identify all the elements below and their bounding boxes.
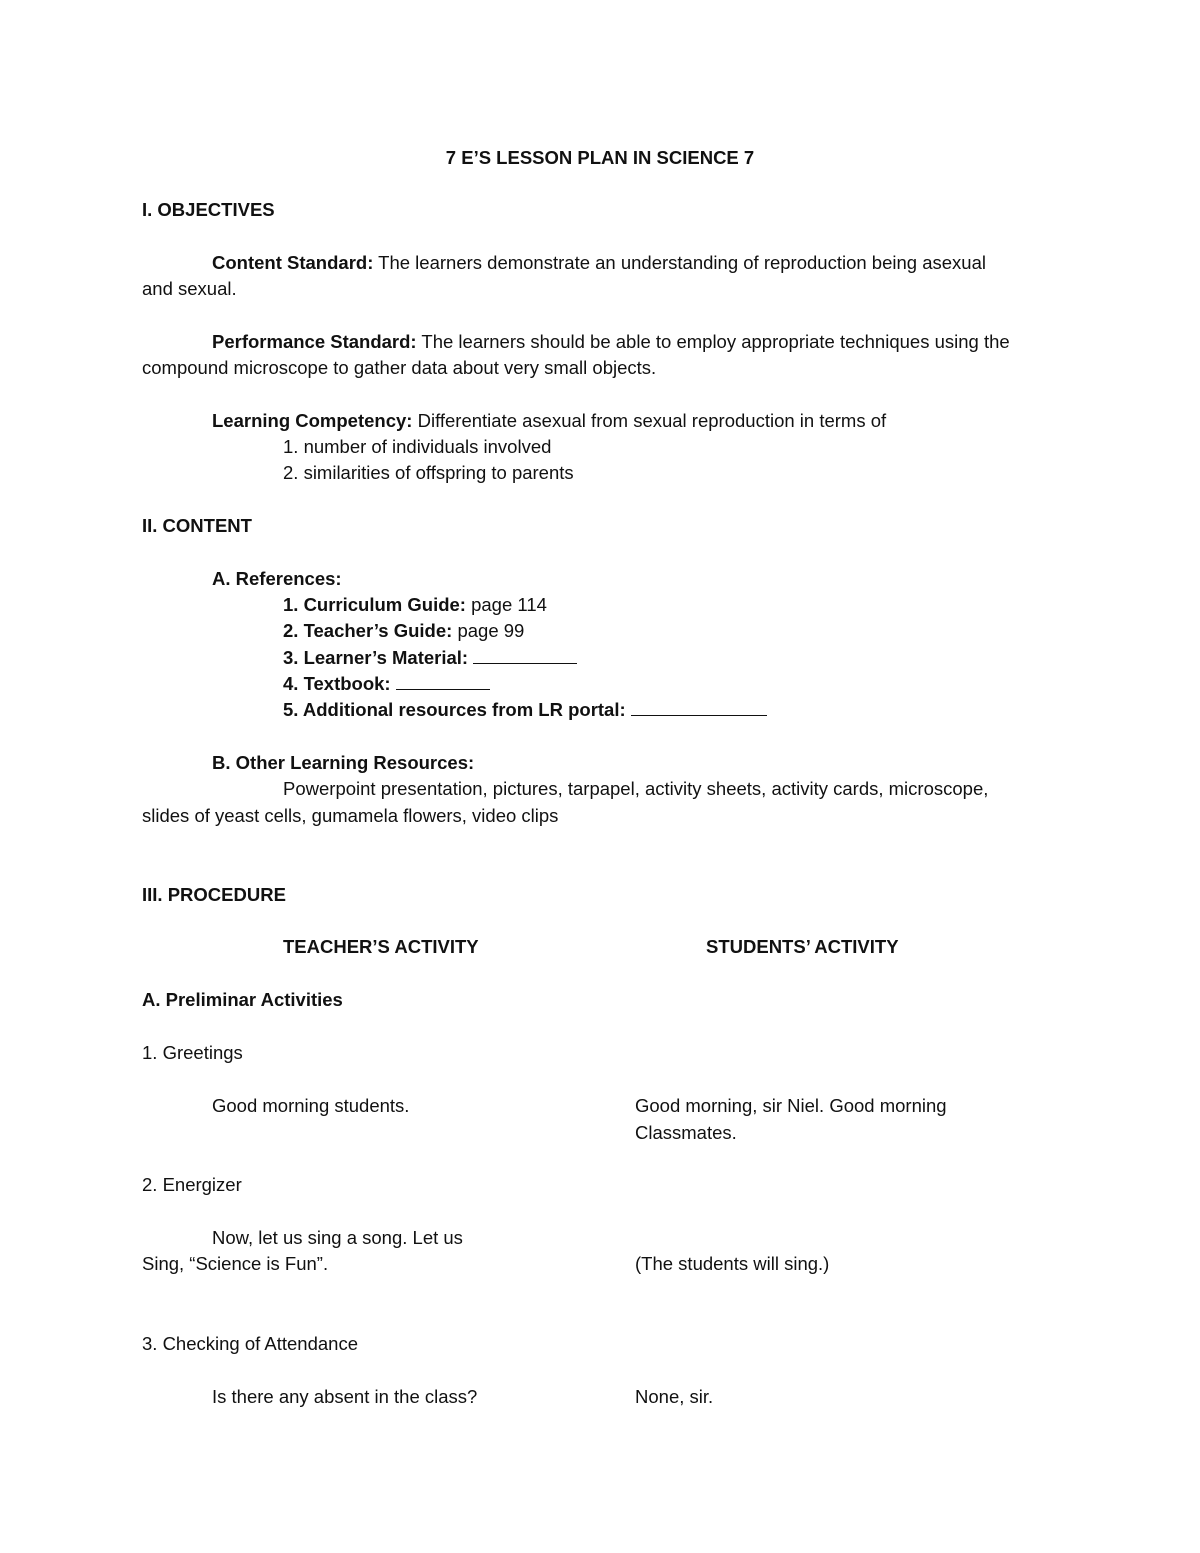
student-activity: (The students will sing.): [635, 1253, 830, 1274]
reference-value: page 99: [452, 620, 525, 641]
content-heading: II. CONTENT: [142, 515, 252, 536]
teacher-activity: Good morning students.: [212, 1095, 410, 1116]
content-standard-label: Content Standard:: [212, 252, 374, 273]
energizer-label: 2. Energizer: [142, 1174, 242, 1195]
student-activity: None, sir.: [635, 1386, 714, 1407]
page-title: 7 E’S LESSON PLAN IN SCIENCE 7: [445, 147, 755, 168]
reference-label: 4. Textbook:: [283, 673, 391, 694]
preliminary-heading: A. Preliminar Activities: [142, 989, 343, 1010]
content-standard-text: The learners demonstrate an understanding of reproduction being asexual: [373, 252, 986, 273]
reference-label: 5. Additional resources from LR portal:: [283, 699, 626, 720]
other-resources-line: Powerpoint presentation, pictures, tarpapel, activity sheets, activity cards, microscope,: [283, 778, 989, 799]
teacher-activity: Sing, “Science is Fun”.: [142, 1253, 329, 1274]
fill-in-blank: [631, 697, 767, 716]
content-standard-line: [212, 250, 986, 276]
references-label: A. References:: [212, 568, 342, 589]
reference-label: 2. Teacher’s Guide:: [283, 620, 453, 641]
teacher-activity: Now, let us sing a song. Let us: [212, 1227, 463, 1248]
performance-standard-text: The learners should be able to employ appropriate techniques using the: [416, 331, 1010, 352]
performance-standard-line: [212, 329, 1010, 355]
competency-item: 2. similarities of offspring to parents: [283, 462, 574, 483]
reference-value: page 114: [465, 594, 547, 615]
content-standard-cont: and sexual.: [142, 278, 237, 299]
reference-item: [283, 618, 524, 644]
student-activity: Classmates.: [635, 1122, 737, 1143]
performance-standard-cont: compound microscope to gather data about very small objects.: [142, 357, 657, 378]
objectives-heading: I. OBJECTIVES: [142, 199, 275, 220]
greetings-label: 1. Greetings: [142, 1042, 243, 1063]
student-activity: Good morning, sir Niel. Good morning: [635, 1095, 947, 1116]
other-resources-label: B. Other Learning Resources:: [212, 752, 475, 773]
competency-text: Differentiate asexual from sexual reproduction in terms of: [412, 410, 887, 431]
reference-item: [283, 697, 767, 723]
reference-item: [283, 645, 577, 671]
competency-line: [212, 408, 886, 434]
teacher-activity: Is there any absent in the class?: [212, 1386, 478, 1407]
reference-label: 3. Learner’s Material:: [283, 647, 469, 668]
reference-label: 1. Curriculum Guide:: [283, 594, 466, 615]
attendance-label: 3. Checking of Attendance: [142, 1333, 358, 1354]
competency-label: Learning Competency:: [212, 410, 413, 431]
performance-standard-label: Performance Standard:: [212, 331, 417, 352]
reference-item: [283, 592, 547, 618]
fill-in-blank: [396, 671, 490, 690]
other-resources-line: slides of yeast cells, gumamela flowers, video clips: [142, 805, 559, 826]
teacher-column-header: TEACHER’S ACTIVITY: [283, 936, 479, 957]
procedure-heading: III. PROCEDURE: [142, 884, 286, 905]
reference-item: [283, 671, 490, 697]
student-column-header: STUDENTS’ ACTIVITY: [706, 936, 899, 957]
competency-item: 1. number of individuals involved: [283, 436, 552, 457]
fill-in-blank: [473, 645, 577, 664]
